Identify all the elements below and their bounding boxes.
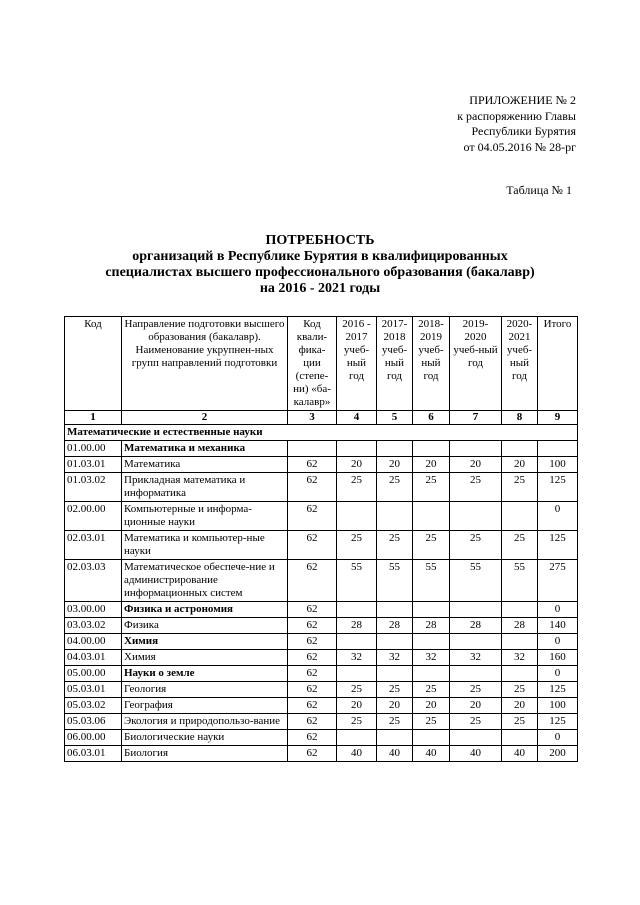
row-value-2019: 20: [450, 698, 502, 714]
row-value-2020: 20: [502, 698, 538, 714]
header-year-2019: 2019-2020 учеб-ный год: [450, 317, 502, 411]
row-code: 02.03.03: [65, 560, 122, 602]
appendix-date-line: от 04.05.2016 № 28-рг: [463, 139, 576, 154]
row-value-2016: 25: [337, 473, 377, 502]
row-value-2017: 25: [377, 473, 413, 502]
row-value-2020: [502, 634, 538, 650]
row-qualification-code: 62: [288, 730, 337, 746]
header-qualification-code: Код квали-фика-ции (степе-ни) «ба-калавр»: [288, 317, 337, 411]
row-value-2017: [377, 502, 413, 531]
row-value-2018: [413, 634, 450, 650]
row-value-2018: 25: [413, 473, 450, 502]
row-name: Химия: [122, 650, 288, 666]
row-value-2017: 25: [377, 531, 413, 560]
row-value-2018: 20: [413, 457, 450, 473]
header-year-2016: 2016 - 2017 учеб-ный год: [337, 317, 377, 411]
row-code: 02.03.01: [65, 531, 122, 560]
row-value-2016: 20: [337, 457, 377, 473]
row-value-2017: [377, 666, 413, 682]
table-row: [65, 441, 578, 457]
row-qualification-code: 62: [288, 682, 337, 698]
row-value-2020: 25: [502, 682, 538, 698]
row-value-2020: 32: [502, 650, 538, 666]
row-value-2018: 28: [413, 618, 450, 634]
row-code: 06.03.01: [65, 746, 122, 762]
row-value-2020: [502, 730, 538, 746]
row-name: Математическое обеспече-ние и администрирование информационных систем: [122, 560, 288, 602]
row-value-2016: 28: [337, 618, 377, 634]
header-row: [65, 317, 578, 411]
row-value-2018: 25: [413, 682, 450, 698]
title-line: организаций в Республике Бурятия в квалифицированных: [132, 249, 508, 264]
row-value-2016: 25: [337, 714, 377, 730]
table-body: [65, 425, 578, 762]
header-year-2018: 2018-2019 учеб-ный год: [413, 317, 450, 411]
row-total: 0: [538, 730, 578, 746]
row-total: [538, 441, 578, 457]
table-row: [65, 666, 578, 682]
row-qualification-code: [288, 441, 337, 457]
row-total: 100: [538, 698, 578, 714]
row-value-2019: 25: [450, 531, 502, 560]
row-qualification-code: 62: [288, 473, 337, 502]
section-row: [65, 425, 578, 441]
row-name: Науки о земле: [122, 666, 288, 682]
appendix-line: к распоряжению Главы: [457, 108, 576, 123]
row-code: 04.00.00: [65, 634, 122, 650]
row-code: 05.03.06: [65, 714, 122, 730]
table-number: Таблица № 1: [506, 183, 572, 197]
row-value-2017: 20: [377, 698, 413, 714]
row-value-2019: 20: [450, 457, 502, 473]
row-total: 125: [538, 531, 578, 560]
table-row: [65, 698, 578, 714]
row-value-2019: [450, 634, 502, 650]
row-qualification-code: 62: [288, 560, 337, 602]
row-value-2019: [450, 602, 502, 618]
column-number: 7: [450, 411, 502, 425]
row-qualification-code: 62: [288, 457, 337, 473]
row-value-2016: [337, 502, 377, 531]
row-value-2018: [413, 502, 450, 531]
table-row: [65, 682, 578, 698]
row-value-2018: [413, 441, 450, 457]
row-value-2019: 55: [450, 560, 502, 602]
row-value-2019: 28: [450, 618, 502, 634]
row-total: 0: [538, 634, 578, 650]
row-code: 05.03.02: [65, 698, 122, 714]
row-name: Экология и природопользо-вание: [122, 714, 288, 730]
row-qualification-code: 62: [288, 666, 337, 682]
row-value-2016: 32: [337, 650, 377, 666]
row-name: География: [122, 698, 288, 714]
row-value-2017: 25: [377, 714, 413, 730]
table-row: [65, 634, 578, 650]
table-row: [65, 618, 578, 634]
row-name: Математика и компьютер-ные науки: [122, 531, 288, 560]
table-row: [65, 602, 578, 618]
row-qualification-code: 62: [288, 698, 337, 714]
row-total: 125: [538, 473, 578, 502]
row-value-2019: 25: [450, 682, 502, 698]
column-number: 8: [502, 411, 538, 425]
row-value-2019: 32: [450, 650, 502, 666]
table-row: [65, 560, 578, 602]
row-value-2017: [377, 602, 413, 618]
row-name: Математика и механика: [122, 441, 288, 457]
row-value-2018: 20: [413, 698, 450, 714]
header-year-2017: 2017-2018 учеб-ный год: [377, 317, 413, 411]
row-value-2019: [450, 730, 502, 746]
row-qualification-code: 62: [288, 602, 337, 618]
column-number-row: [65, 411, 578, 425]
row-value-2017: 32: [377, 650, 413, 666]
table-row: [65, 473, 578, 502]
column-number: 2: [122, 411, 288, 425]
row-name: Физика: [122, 618, 288, 634]
column-number: 9: [538, 411, 578, 425]
row-value-2019: [450, 502, 502, 531]
row-value-2018: [413, 602, 450, 618]
row-total: 275: [538, 560, 578, 602]
row-name: Биология: [122, 746, 288, 762]
header-year-2020: 2020-2021 учеб-ный год: [502, 317, 538, 411]
row-value-2016: 55: [337, 560, 377, 602]
row-code: 01.03.01: [65, 457, 122, 473]
column-number: 4: [337, 411, 377, 425]
header-total: Итого: [538, 317, 578, 411]
table-row: [65, 730, 578, 746]
row-value-2019: 25: [450, 473, 502, 502]
row-code: 05.00.00: [65, 666, 122, 682]
row-value-2017: 28: [377, 618, 413, 634]
section-title: Математические и естественные науки: [65, 425, 578, 441]
row-value-2020: [502, 602, 538, 618]
row-code: 01.03.02: [65, 473, 122, 502]
row-value-2017: [377, 634, 413, 650]
row-code: 01.00.00: [65, 441, 122, 457]
row-name: Химия: [122, 634, 288, 650]
column-number: 5: [377, 411, 413, 425]
row-value-2016: [337, 730, 377, 746]
header-direction: Направление подготовки высшего образования (бакалавр). Наименование укрупнен-ных групп направлений подготовки: [122, 317, 288, 411]
row-value-2020: 40: [502, 746, 538, 762]
row-qualification-code: 62: [288, 531, 337, 560]
row-value-2020: [502, 502, 538, 531]
row-code: 06.00.00: [65, 730, 122, 746]
table-row: [65, 457, 578, 473]
row-value-2020: 25: [502, 531, 538, 560]
row-value-2020: 55: [502, 560, 538, 602]
row-code: 04.03.01: [65, 650, 122, 666]
row-value-2019: [450, 666, 502, 682]
row-value-2016: [337, 634, 377, 650]
row-value-2016: 25: [337, 531, 377, 560]
row-total: 200: [538, 746, 578, 762]
title-line: на 2016 - 2021 годы: [259, 281, 381, 296]
column-number: 3: [288, 411, 337, 425]
row-value-2016: [337, 602, 377, 618]
row-qualification-code: 62: [288, 502, 337, 531]
row-value-2020: 20: [502, 457, 538, 473]
row-total: 125: [538, 714, 578, 730]
row-value-2019: [450, 441, 502, 457]
row-code: 03.03.02: [65, 618, 122, 634]
row-value-2016: [337, 666, 377, 682]
row-value-2020: 25: [502, 473, 538, 502]
table-row: [65, 714, 578, 730]
row-value-2020: [502, 666, 538, 682]
row-value-2018: 25: [413, 714, 450, 730]
header-code: Код: [65, 317, 122, 411]
demand-table: [64, 316, 578, 762]
row-name: Компьютерные и информа-ционные науки: [122, 502, 288, 531]
row-value-2017: [377, 730, 413, 746]
row-code: 03.00.00: [65, 602, 122, 618]
table-row: [65, 650, 578, 666]
row-name: Физика и астрономия: [122, 602, 288, 618]
row-total: 0: [538, 502, 578, 531]
row-value-2020: 28: [502, 618, 538, 634]
row-value-2018: [413, 730, 450, 746]
row-total: 140: [538, 618, 578, 634]
row-value-2016: 25: [337, 682, 377, 698]
document-title: [64, 233, 576, 297]
row-qualification-code: 62: [288, 746, 337, 762]
row-name: Прикладная математика и информатика: [122, 473, 288, 502]
row-value-2020: 25: [502, 714, 538, 730]
row-total: 100: [538, 457, 578, 473]
row-value-2017: [377, 441, 413, 457]
row-value-2016: 40: [337, 746, 377, 762]
row-value-2018: 40: [413, 746, 450, 762]
row-value-2018: 55: [413, 560, 450, 602]
appendix-line: Республики Бурятия: [471, 124, 576, 138]
row-qualification-code: 62: [288, 650, 337, 666]
row-qualification-code: 62: [288, 618, 337, 634]
table-row: [65, 746, 578, 762]
row-total: 160: [538, 650, 578, 666]
row-value-2016: 20: [337, 698, 377, 714]
row-value-2018: 25: [413, 531, 450, 560]
row-value-2017: 25: [377, 682, 413, 698]
row-value-2019: 25: [450, 714, 502, 730]
row-value-2017: 40: [377, 746, 413, 762]
row-name: Математика: [122, 457, 288, 473]
row-value-2017: 20: [377, 457, 413, 473]
row-total: 0: [538, 666, 578, 682]
row-value-2019: 40: [450, 746, 502, 762]
row-value-2018: [413, 666, 450, 682]
title-line: ПОТРЕБНОСТЬ: [265, 233, 375, 248]
row-qualification-code: 62: [288, 714, 337, 730]
row-total: 125: [538, 682, 578, 698]
row-name: Биологические науки: [122, 730, 288, 746]
title-line: специалистах высшего профессионального образования (бакалавр): [105, 265, 535, 280]
row-name: Геология: [122, 682, 288, 698]
row-value-2020: [502, 441, 538, 457]
appendix-block: [336, 93, 576, 155]
row-value-2017: 55: [377, 560, 413, 602]
row-value-2016: [337, 441, 377, 457]
row-value-2018: 32: [413, 650, 450, 666]
table-row: [65, 502, 578, 531]
row-code: 05.03.01: [65, 682, 122, 698]
table-row: [65, 531, 578, 560]
column-number: 6: [413, 411, 450, 425]
row-code: 02.00.00: [65, 502, 122, 531]
appendix-line: ПРИЛОЖЕНИЕ № 2: [469, 93, 576, 107]
row-total: 0: [538, 602, 578, 618]
column-number: 1: [65, 411, 122, 425]
row-qualification-code: 62: [288, 634, 337, 650]
